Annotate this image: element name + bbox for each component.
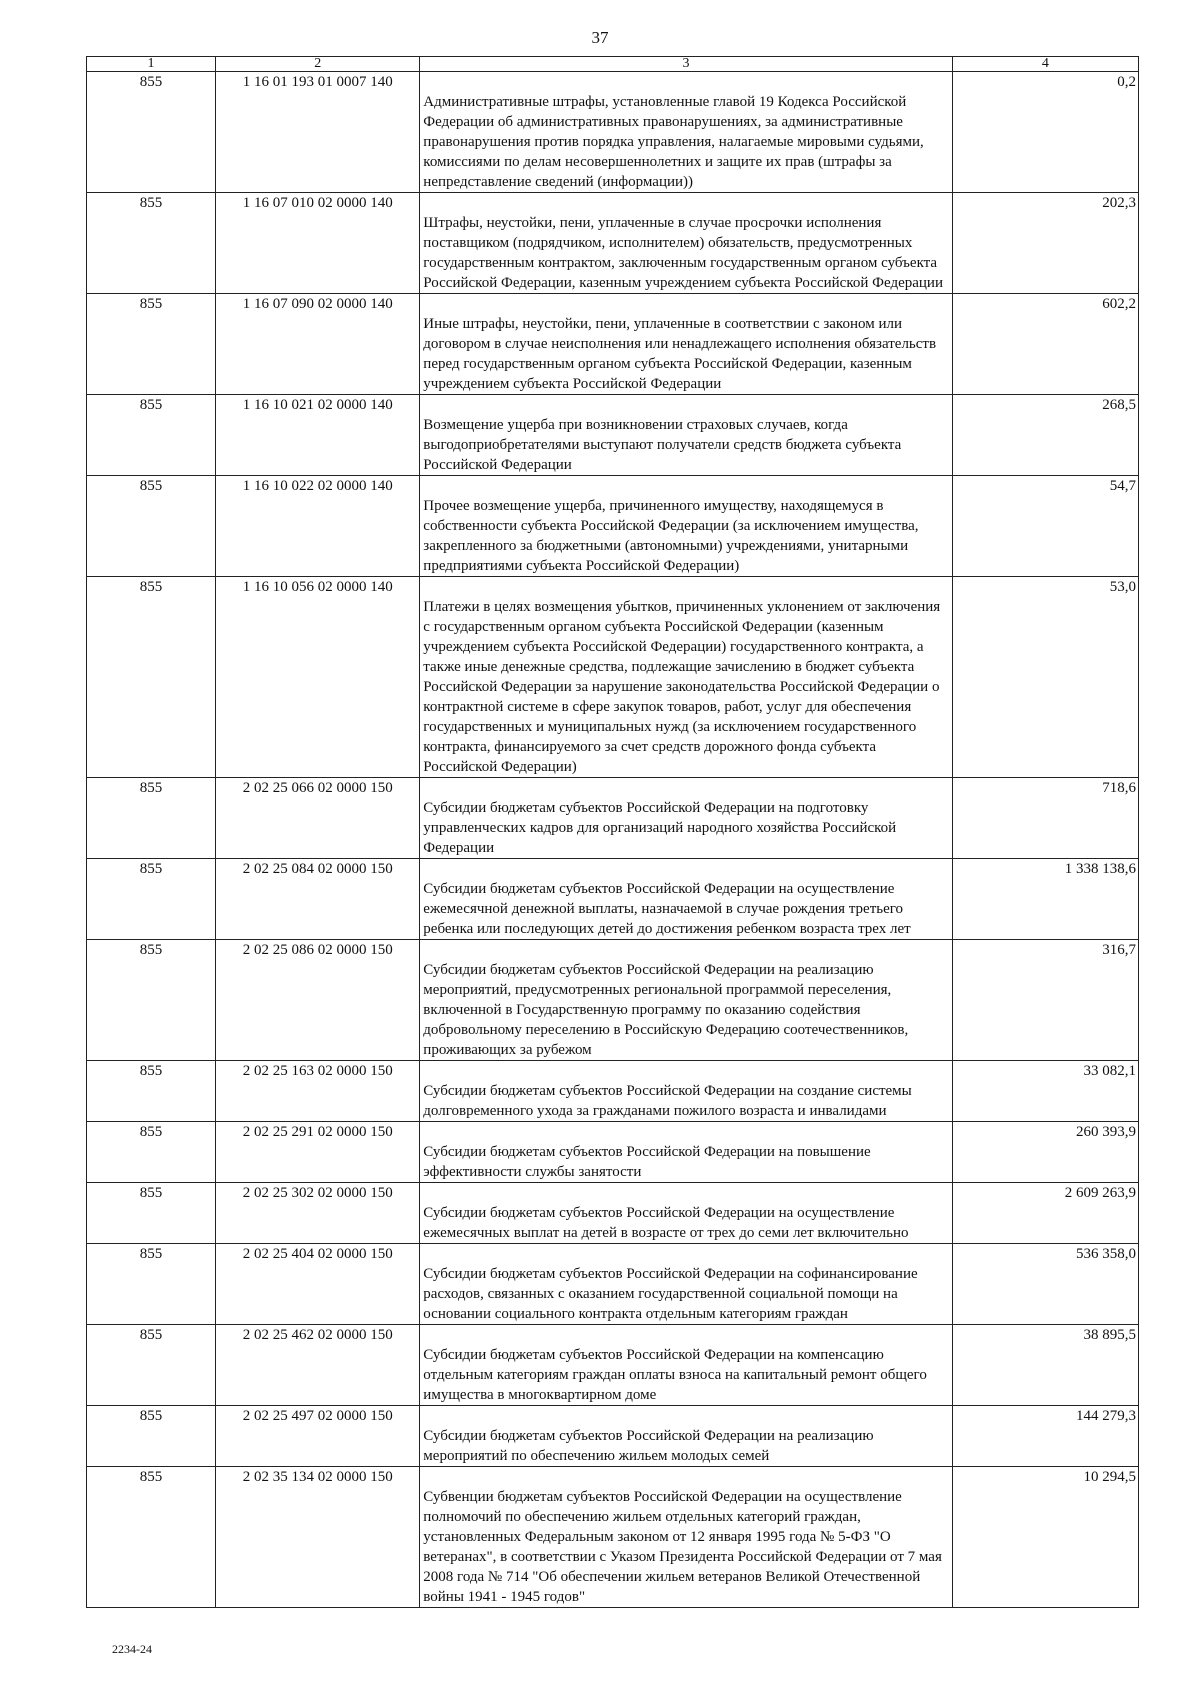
admin-code-cell: 855 <box>87 778 216 859</box>
admin-code-cell: 855 <box>87 1183 216 1244</box>
classification-code-cell: 2 02 25 404 02 0000 150 <box>216 1244 420 1325</box>
amount-cell: 0,2 <box>952 72 1138 193</box>
table-row <box>87 1244 1139 1325</box>
amount-cell: 316,7 <box>952 940 1138 1061</box>
classification-code-cell: 1 16 10 056 02 0000 140 <box>216 577 420 778</box>
amount-cell: 602,2 <box>952 294 1138 395</box>
amount-cell: 260 393,9 <box>952 1122 1138 1183</box>
column-header-1: 1 <box>87 57 216 72</box>
revenue-name-cell: Прочее возмещение ущерба, причиненного имуществу, находящемуся в собственности субъекта Российской Федерации (за исключением имущества, закрепленного за бюджетными (автономными) учреждениями, унитарными предприятиями субъекта Российской Федерации) <box>420 476 953 577</box>
table-row <box>87 193 1139 294</box>
revenue-name-cell: Возмещение ущерба при возникновении страховых случаев, когда выгодоприобретателями выступают получатели средств бюджета субъекта Российской Федерации <box>420 395 953 476</box>
admin-code-cell: 855 <box>87 1467 216 1608</box>
amount-cell: 202,3 <box>952 193 1138 294</box>
amount-cell: 38 895,5 <box>952 1325 1138 1406</box>
admin-code-cell: 855 <box>87 940 216 1061</box>
amount-cell: 268,5 <box>952 395 1138 476</box>
classification-code-cell: 2 02 25 066 02 0000 150 <box>216 778 420 859</box>
classification-code-cell: 1 16 10 022 02 0000 140 <box>216 476 420 577</box>
table-row <box>87 577 1139 778</box>
table-row <box>87 72 1139 193</box>
admin-code-cell: 855 <box>87 395 216 476</box>
admin-code-cell: 855 <box>87 476 216 577</box>
revenue-name-cell: Субсидии бюджетам субъектов Российской Федерации на компенсацию отдельным категориям граждан оплаты взноса на капитальный ремонт общего имущества в многоквартирном доме <box>420 1325 953 1406</box>
classification-code-cell: 2 02 25 291 02 0000 150 <box>216 1122 420 1183</box>
revenue-name-cell: Субсидии бюджетам субъектов Российской Федерации на подготовку управленческих кадров для организаций народного хозяйства Российской Федерации <box>420 778 953 859</box>
revenue-name-cell: Субсидии бюджетам субъектов Российской Федерации на создание системы долговременного ухода за гражданами пожилого возраста и инвалидами <box>420 1061 953 1122</box>
admin-code-cell: 855 <box>87 294 216 395</box>
admin-code-cell: 855 <box>87 72 216 193</box>
admin-code-cell: 855 <box>87 577 216 778</box>
revenue-name-cell: Субсидии бюджетам субъектов Российской Федерации на реализацию мероприятий по обеспечению жильем молодых семей <box>420 1406 953 1467</box>
revenue-table <box>86 56 1139 1608</box>
amount-cell: 2 609 263,9 <box>952 1183 1138 1244</box>
table-body <box>87 72 1139 1608</box>
classification-code-cell: 2 02 25 163 02 0000 150 <box>216 1061 420 1122</box>
amount-cell: 33 082,1 <box>952 1061 1138 1122</box>
amount-cell: 536 358,0 <box>952 1244 1138 1325</box>
revenue-name-cell: Субсидии бюджетам субъектов Российской Федерации на осуществление ежемесячных выплат на детей в возрасте от трех до семи лет включительно <box>420 1183 953 1244</box>
revenue-name-cell: Субвенции бюджетам субъектов Российской Федерации на осуществление полномочий по обеспечению жильем отдельных категорий граждан, установленных Федеральным законом от 12 января 1995 года № 5-ФЗ "О ветеранах", в соответствии с Указом Президента Российской Федерации от 7 мая 2008 года № 714 "Об обеспечении жильем ветеранов Великой Отечественной войны 1941 - 1945 годов" <box>420 1467 953 1608</box>
table-row <box>87 859 1139 940</box>
amount-cell: 718,6 <box>952 778 1138 859</box>
admin-code-cell: 855 <box>87 1122 216 1183</box>
column-header-2: 2 <box>216 57 420 72</box>
table-row <box>87 476 1139 577</box>
classification-code-cell: 2 02 35 134 02 0000 150 <box>216 1467 420 1608</box>
classification-code-cell: 2 02 25 086 02 0000 150 <box>216 940 420 1061</box>
admin-code-cell: 855 <box>87 1061 216 1122</box>
amount-cell: 144 279,3 <box>952 1406 1138 1467</box>
table-row <box>87 1325 1139 1406</box>
classification-code-cell: 2 02 25 302 02 0000 150 <box>216 1183 420 1244</box>
admin-code-cell: 855 <box>87 193 216 294</box>
classification-code-cell: 1 16 07 090 02 0000 140 <box>216 294 420 395</box>
table-row <box>87 1183 1139 1244</box>
table-row <box>87 1406 1139 1467</box>
revenue-name-cell: Платежи в целях возмещения убытков, причиненных уклонением от заключения с государственным органом субъекта Российской Федерации (казенным учреждением субъекта Российской Федерации) государственного контракта, а также иные денежные средства, подлежащие зачислению в бюджет субъекта Российской Федерации за нарушение законодательства Российской Федерации о контрактной системе в сфере закупок товаров, работ, услуг для обеспечения государственных и муниципальных нужд (за исключением государственного контракта, финансируемого за счет средств дорожного фонда субъекта Российской Федерации) <box>420 577 953 778</box>
table-row <box>87 1467 1139 1608</box>
column-header-3: 3 <box>420 57 953 72</box>
revenue-name-cell: Субсидии бюджетам субъектов Российской Федерации на повышение эффективности службы занятости <box>420 1122 953 1183</box>
classification-code-cell: 1 16 07 010 02 0000 140 <box>216 193 420 294</box>
amount-cell: 53,0 <box>952 577 1138 778</box>
table-row <box>87 294 1139 395</box>
amount-cell: 1 338 138,6 <box>952 859 1138 940</box>
page-number: 37 <box>591 28 609 47</box>
admin-code-cell: 855 <box>87 1406 216 1467</box>
table-header-row <box>87 57 1139 72</box>
column-header-4: 4 <box>952 57 1138 72</box>
amount-cell: 54,7 <box>952 476 1138 577</box>
amount-cell: 10 294,5 <box>952 1467 1138 1608</box>
classification-code-cell: 1 16 01 193 01 0007 140 <box>216 72 420 193</box>
admin-code-cell: 855 <box>87 1244 216 1325</box>
table-row <box>87 1061 1139 1122</box>
revenue-name-cell: Субсидии бюджетам субъектов Российской Федерации на реализацию мероприятий, предусмотренных региональной программой переселения, включенной в Государственную программу по оказанию содействия добровольному переселению в Российскую Федерацию соотечественников, проживающих за рубежом <box>420 940 953 1061</box>
table-row <box>87 395 1139 476</box>
table-row <box>87 778 1139 859</box>
admin-code-cell: 855 <box>87 859 216 940</box>
admin-code-cell: 855 <box>87 1325 216 1406</box>
table-row <box>87 1122 1139 1183</box>
classification-code-cell: 2 02 25 497 02 0000 150 <box>216 1406 420 1467</box>
classification-code-cell: 2 02 25 462 02 0000 150 <box>216 1325 420 1406</box>
revenue-name-cell: Штрафы, неустойки, пени, уплаченные в случае просрочки исполнения поставщиком (подрядчиком, исполнителем) обязательств, предусмотренных государственным контрактом, заключенным государственным органом субъекта Российской Федерации, казенным учреждением субъекта Российской Федерации <box>420 193 953 294</box>
classification-code-cell: 1 16 10 021 02 0000 140 <box>216 395 420 476</box>
revenue-name-cell: Субсидии бюджетам субъектов Российской Федерации на осуществление ежемесячной денежной выплаты, назначаемой в случае рождения третьего ребенка или последующих детей до достижения ребенком возраста трех лет <box>420 859 953 940</box>
revenue-name-cell: Административные штрафы, установленные главой 19 Кодекса Российской Федерации об административных правонарушениях, за административные правонарушения против порядка управления, налагаемые мировыми судьями, комиссиями по делам несовершеннолетних и защите их прав (штрафы за непредставление сведений (информации)) <box>420 72 953 193</box>
revenue-name-cell: Субсидии бюджетам субъектов Российской Федерации на софинансирование расходов, связанных с оказанием государственной социальной помощи на основании социального контракта отдельным категориям граждан <box>420 1244 953 1325</box>
document-code: 2234-24 <box>112 1642 152 1656</box>
table-row <box>87 940 1139 1061</box>
classification-code-cell: 2 02 25 084 02 0000 150 <box>216 859 420 940</box>
revenue-name-cell: Иные штрафы, неустойки, пени, уплаченные в соответствии с законом или договором в случае неисполнения или ненадлежащего исполнения обязательств перед государственным органом субъекта Российской Федерации, казенным учреждением субъекта Российской Федерации <box>420 294 953 395</box>
